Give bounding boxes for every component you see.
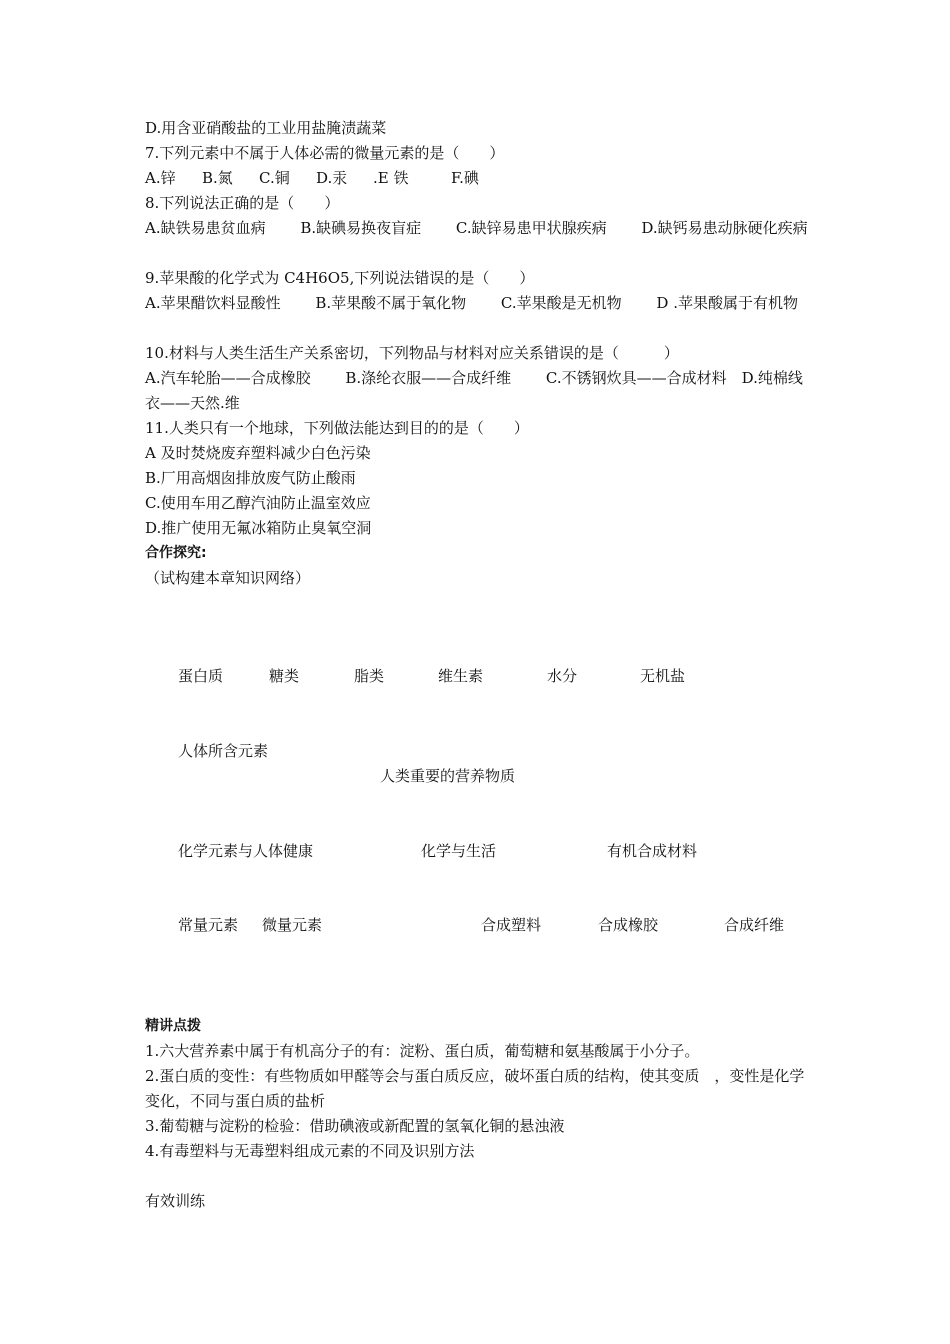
network-node-material: 合成纤维 — [724, 916, 785, 934]
q8-stem: 8.下列说法正确的是（ ） — [145, 194, 340, 212]
q7-option: .E 铁 — [373, 169, 409, 187]
network-node-material: 合成橡胶 — [598, 916, 659, 934]
q11-option: A 及时焚烧废弃塑料减少白色污染 — [145, 444, 371, 462]
q11-option: C.使用车用乙醇汽油防止温室效应 — [145, 494, 371, 512]
q8-options: A.缺铁易患贫血病 B.缺碘易换夜盲症 C.缺锌易患甲状腺疾病 D.缺钙易患动脉硬化疾病 — [145, 219, 808, 237]
q11-option: D.推广使用无氟冰箱防止臭氧空洞 — [145, 519, 372, 537]
network-node-material: 合成塑料 — [481, 916, 542, 934]
key-point-item: 2.蛋白质的变性：有些物质如甲醛等会与蛋白质反应，破坏蛋白质的结构，使其变质 ，变性是化学变化，不同与蛋白质的盐析 — [145, 1067, 805, 1110]
network-node-branch: 化学与生活 — [421, 842, 497, 860]
network-node-element-type: 常量元素 — [178, 916, 239, 934]
q9-options: A.苹果醋饮料显酸性 B.苹果酸不属于氧化物 C.苹果酸是无机物 D .苹果酸属于有机物 — [145, 294, 798, 312]
key-point-item: 4.有毒塑料与无毒塑料组成元素的不同及识别方法 — [145, 1142, 475, 1160]
network-node-nutrient: 水分 — [547, 667, 578, 685]
network-node-nutrient: 无机盐 — [640, 667, 686, 685]
network-node-body-elements: 人体所含元素 — [178, 742, 269, 760]
q7-option: D.汞 — [316, 169, 348, 187]
network-node-element-type: 微量元素 — [262, 916, 323, 934]
q7-option: C.铜 — [259, 169, 290, 187]
q10-options: A.汽车轮胎——合成橡胶 B.涤纶衣服——合成纤维 C.不锈钢炊具——合成材料 D.纯棉线衣——天然.维 — [145, 369, 803, 412]
key-points-heading: 精讲点拨 — [145, 1018, 201, 1034]
q11-option: B.厂用高烟囱排放废气防止酸雨 — [145, 469, 356, 487]
q6-option-d: D.用含亚硝酸盐的工业用盐腌渍蔬菜 — [145, 119, 387, 137]
network-node-branch: 有机合成材料 — [607, 842, 698, 860]
q7-stem: 7.下列元素中不属于人体必需的微量元素的是（ ） — [145, 144, 505, 162]
q7-option: B.氮 — [202, 169, 233, 187]
network-node-nutrient: 糖类 — [269, 667, 300, 685]
network-node-important-nutrients: 人类重要的营养物质 — [380, 767, 516, 785]
q9-stem: 9.苹果酸的化学式为 C4H6O5,下列说法错误的是（ ） — [145, 269, 535, 287]
key-point-item: 3.葡萄糖与淀粉的检验：借助碘液或新配置的氢氧化铜的悬浊液 — [145, 1117, 565, 1135]
q7-option: A.锌 — [145, 169, 176, 187]
cooperate-subtitle: （试构建本章知识网络） — [145, 569, 311, 587]
q7-options — [145, 166, 479, 191]
key-point-item: 1.六大营养素中属于有机高分子的有：淀粉、蛋白质，葡萄糖和氨基酸属于小分子。 — [145, 1042, 700, 1060]
q10-stem: 10.材料与人类生活生产关系密切，下列物品与材料对应关系错误的是（ ） — [145, 344, 679, 362]
network-node-branch: 化学元素与人体健康 — [178, 842, 314, 860]
network-node-nutrient: 脂类 — [354, 667, 385, 685]
training-heading: 有效训练 — [145, 1192, 206, 1210]
network-node-nutrient: 维生素 — [438, 667, 484, 685]
network-node-nutrient: 蛋白质 — [178, 667, 224, 685]
q7-option: F.碘 — [451, 169, 479, 187]
q11-stem: 11.人类只有一个地球，下列做法能达到目的的是（ ） — [145, 419, 529, 437]
cooperate-heading: 合作探究: — [145, 545, 207, 561]
